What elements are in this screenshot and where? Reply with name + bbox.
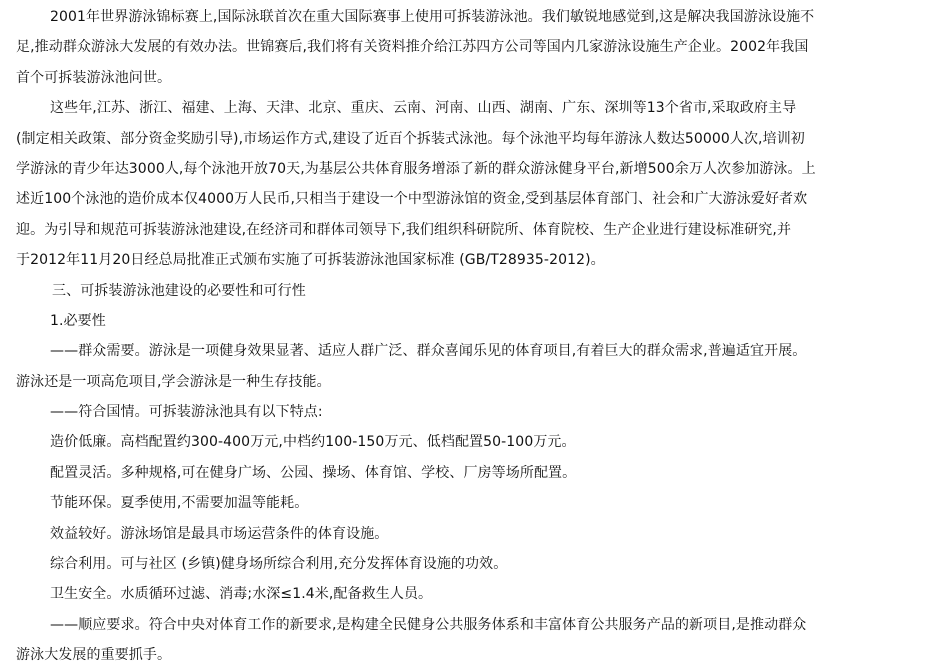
- feature-item: 配置灵活。多种规格,可在健身广场、公园、操场、体育馆、学校、厂房等场所配置。: [50, 464, 577, 481]
- paragraph-line: 2001年世界游泳锦标赛上,国际泳联首次在重大国际赛事上使用可拆装游泳池。我们敏锐地感觉到,这是解决我国游泳设施不: [50, 9, 815, 25]
- paragraph-line: 足,推动群众游泳大发展的有效办法。世锦赛后,我们将有关资料推介给江苏四方公司等国内几家游泳设施生产企业。2002年我国: [16, 39, 809, 56]
- paragraph-line: 于2012年11月20日经总局批准正式颁布实施了可拆装游泳池国家标准 (GB/T28935-2012)。: [16, 252, 605, 269]
- paragraph-line: 学游泳的青少年达3000人,每个泳池开放70天,为基层公共体育服务增添了新的群众游泳健身平台,新增500余万人次参加游泳。上: [16, 160, 816, 177]
- need-paragraph-line: ——群众需要。游泳是一项健身效果显著、适应人群广泛、群众喜闻乐见的体育项目,有着巨大的群众需求,普遍适宜开展。: [50, 343, 807, 360]
- feature-item: 综合利用。可与社区 (乡镇)健身场所综合利用,充分发挥体育设施的功效。: [50, 556, 508, 573]
- section-heading: 三、可拆装游泳池建设的必要性和可行性: [52, 282, 306, 299]
- subheading: 1.必要性: [50, 312, 106, 329]
- paragraph-line: (制定相关政策、部分资金奖励引导),市场运作方式,建设了近百个拆装式泳池。每个泳池平均每年游泳人数达50000人次,培训初: [16, 130, 805, 147]
- feature-item: 卫生安全。水质循环过滤、消毒;水深≤1.4米,配备救生人员。: [50, 586, 433, 603]
- national-conditions-line: ——符合国情。可拆装游泳池具有以下特点:: [50, 404, 323, 421]
- feature-item: 节能环保。夏季使用,不需要加温等能耗。: [50, 495, 309, 512]
- feature-item: 效益较好。游泳场馆是最具市场运营条件的体育设施。: [50, 525, 389, 542]
- feature-item: 造价低廉。高档配置约300-400万元,中档约100-150万元、低档配置50-100万元。: [50, 434, 576, 451]
- paragraph-line: 迎。为引导和规范可拆装游泳池建设,在经济司和群体司领导下,我们组织科研院所、体育院校、生产企业进行建设标准研究,并: [16, 221, 792, 238]
- document-body: [16, 2, 914, 671]
- paragraph-line: 述近100个泳池的造价成本仅4000万人民币,只相当于建设一个中型游泳馆的资金,受到基层体育部门、社会和广大游泳爱好者欢: [16, 191, 808, 208]
- paragraph-line: 这些年,江苏、浙江、福建、上海、天津、北京、重庆、云南、河南、山西、湖南、广东、深圳等13个省市,采取政府主导: [50, 100, 797, 117]
- requirement-paragraph-line: 游泳大发展的重要抓手。: [16, 647, 172, 664]
- paragraph-line: 首个可拆装游泳池问世。: [16, 69, 172, 86]
- requirement-paragraph-line: ——顺应要求。符合中央对体育工作的新要求,是构建全民健身公共服务体系和丰富体育公共服务产品的新项目,是推动群众: [50, 616, 807, 633]
- need-paragraph-line: 游泳还是一项高危项目,学会游泳是一种生存技能。: [16, 373, 331, 390]
